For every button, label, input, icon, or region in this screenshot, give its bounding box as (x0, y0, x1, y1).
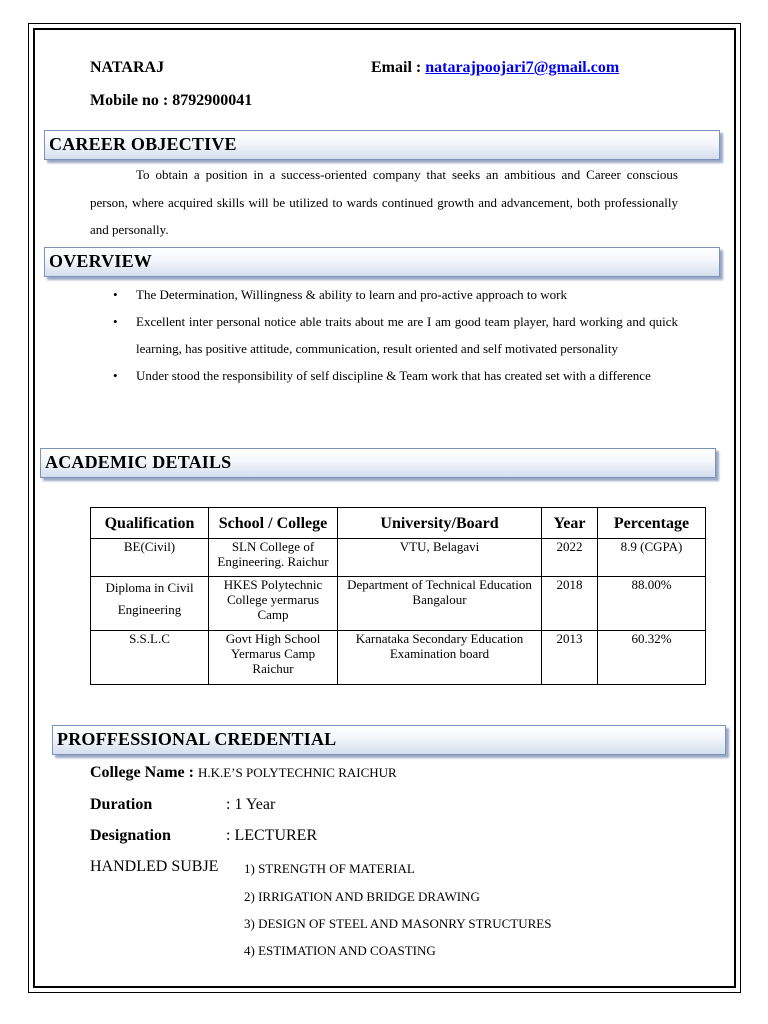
table-cell: Govt High School Yermarus Camp Raichur (209, 631, 338, 685)
section-title: CAREER OBJECTIVE (49, 134, 237, 154)
email-link[interactable]: natarajpoojari7@gmail.com (425, 59, 620, 76)
bullet-icon: • (113, 287, 118, 302)
table-row (91, 631, 706, 685)
table-cell: 88.00% (598, 577, 706, 631)
table-header-row (91, 508, 706, 539)
table-cell: 2013 (542, 631, 598, 685)
list-item (90, 308, 678, 362)
table-cell: BE(Civil) (91, 539, 209, 577)
subject-item: 3) DESIGN OF STEEL AND MASONRY STRUCTURES (244, 916, 552, 931)
table-cell: VTU, Belagavi (338, 539, 542, 577)
table-row (91, 539, 706, 577)
career-objective-body: To obtain a position in a success-oriented company that seeks an ambitious and Career conscious person, where acquired skills will be utilized to wards continued growth and advancement, both professionally and personally. (90, 167, 678, 237)
list-item-text: Excellent inter personal notice able traits about me are I am good team player, hard working and quick learning, has positive attitude, communication, result oriented and self motivated personality (136, 314, 678, 356)
candidate-name: NATARAJ (90, 59, 165, 76)
overview-list (90, 281, 678, 389)
table-cell: Karnataka Secondary Education Examination board (338, 631, 542, 685)
column-header: University/Board (338, 508, 542, 539)
bullet-icon: • (113, 314, 118, 329)
column-header: Qualification (91, 508, 209, 539)
section-title: ACADEMIC DETAILS (45, 452, 232, 472)
column-header: Year (542, 508, 598, 539)
table-cell: HKES Polytechnic College yermarus Camp (209, 577, 338, 631)
section-career-objective (44, 130, 720, 160)
email-line (371, 59, 619, 77)
table-cell: 2018 (542, 577, 598, 631)
academic-table (90, 507, 706, 685)
list-item (90, 362, 678, 389)
column-header: Percentage (598, 508, 706, 539)
table-cell: S.S.L.C (91, 631, 209, 685)
subject-item: 4) ESTIMATION AND COASTING (244, 943, 436, 958)
email-label: Email : (371, 59, 426, 76)
college-name-label: College Name : (90, 764, 198, 781)
subject-item: 2) IRRIGATION AND BRIDGE DRAWING (244, 889, 480, 904)
section-academic-details (40, 448, 716, 478)
duration-value: : 1 Year (226, 796, 276, 813)
table-cell: Diploma in Civil Engineering (91, 577, 209, 631)
career-objective-text (90, 161, 678, 244)
section-title: OVERVIEW (49, 251, 152, 271)
table-row (91, 577, 706, 631)
column-header: School / College (209, 508, 338, 539)
table-cell: SLN College of Engineering. Raichur (209, 539, 338, 577)
duration-label: Duration (90, 796, 153, 813)
section-overview (44, 247, 720, 277)
mobile-number: Mobile no : 8792900041 (90, 92, 253, 109)
section-title: PROFFESSIONAL CREDENTIAL (57, 729, 337, 749)
designation-value: : LECTURER (226, 827, 318, 844)
list-item-text: The Determination, Willingness & ability to learn and pro-active approach to work (136, 287, 567, 302)
table-cell: Department of Technical Education Bangalour (338, 577, 542, 631)
table-cell: 2022 (542, 539, 598, 577)
handled-subjects-label: HANDLED SUBJE (90, 858, 219, 875)
college-name-line (90, 764, 397, 782)
table-cell: 8.9 (CGPA) (598, 539, 706, 577)
list-item (90, 281, 678, 308)
designation-label: Designation (90, 827, 171, 844)
section-professional-credential (52, 725, 726, 755)
table-cell: 60.32% (598, 631, 706, 685)
college-name-value: H.K.E’S POLYTECHNIC RAICHUR (197, 765, 397, 780)
bullet-icon: • (113, 368, 118, 383)
subject-item: 1) STRENGTH OF MATERIAL (244, 861, 415, 876)
list-item-text: Under stood the responsibility of self discipline & Team work that has created set with a difference (136, 368, 651, 383)
